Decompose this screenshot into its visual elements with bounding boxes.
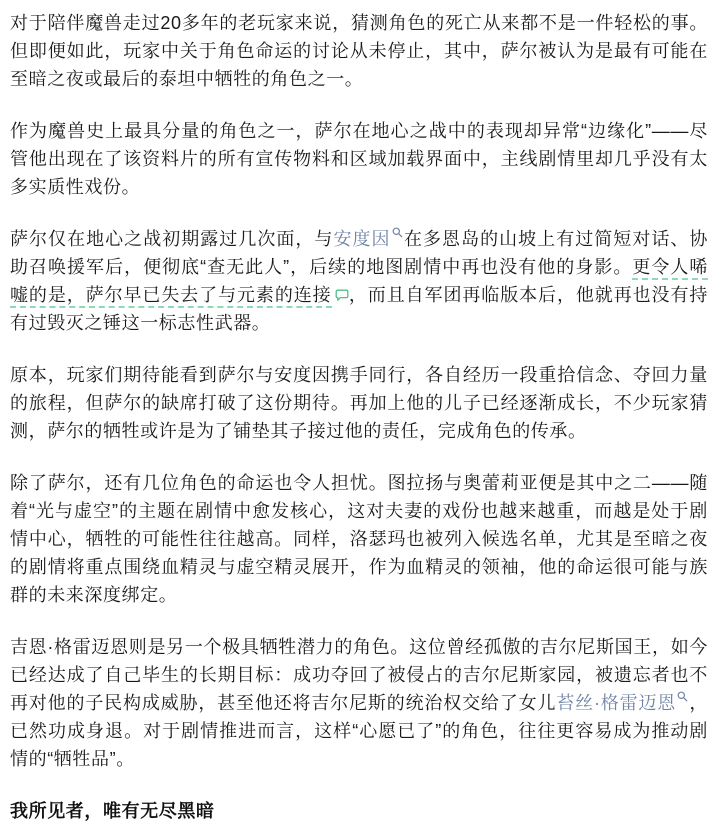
paragraph [10,469,708,609]
text-segment: 原本，玩家们期待能看到萨尔与安度因携手同行，各自经历一段重拾信念、夺回力量的旅程，但萨尔的缺席打破了这份期待。再加上他的儿子已经逐渐成长，不少玩家猜测，萨尔的牺牲或许是为了铺垫其子接过他的责任，完成角色的传承。 [10,365,708,441]
comment-icon[interactable] [335,289,349,302]
paragraph [10,633,708,773]
search-icon[interactable] [392,227,403,238]
text-segment: 作为魔兽史上最具分量的角色之一，萨尔在地心之战中的表现却异常“边缘化”——尽管他出现在了该资料片的所有宣传物料和区域加载界面中，主线剧情里却几乎没有太多实质性戏份。 [10,121,708,197]
annotated-phrase[interactable]: 更令人唏嘘的是，萨尔早已失去了与元素的连接 [10,257,708,308]
term-link[interactable]: 安度因 [333,229,391,249]
paragraph [10,9,708,93]
text-segment: 萨尔仅在地心之战初期露过几次面，与 [10,229,334,249]
paragraph [10,117,708,201]
text-segment: 吉恩·格雷迈恩则是另一个极具牺牲潜力的角色。这位曾经孤傲的吉尔尼斯国王，如今已经达成了自己毕生的长期目标：成功夺回了被侵占的吉尔尼斯家园，被遗忘者也不再对他的子民构成威胁，甚至他还将吉尔尼斯的统治权交给了女儿 [10,637,708,713]
text-segment: 除了萨尔，还有几位角色的命运也令人担忧。图拉扬与奥蕾莉亚便是其中之二——随着“光与虚空”的主题在剧情中愈发核心，这对夫妻的戏份也越来越重，而越是处于剧情中心，牺牲的可能性往往越高。同样，洛瑟玛也被列入候选名单，尤其是至暗之夜的剧情将重点围绕血精灵与虚空精灵展开，作为血精灵的领袖，他的命运很可能与族群的未来深度绑定。 [10,473,708,605]
text-segment: 在多恩岛的山坡上有过简短对话、协助召唤援军后，便彻底“查无此人”，后续的地图剧情中再也没有他的身影。 [10,229,708,277]
text-segment: ，而且自军团再临版本后，他就再也没有持有过毁灭之锤这一标志性武器。 [10,285,708,333]
text-segment: 对于陪伴魔兽走过20多年的老玩家来说，猜测角色的死亡从来都不是一件轻松的事。但即便如此，玩家中关于角色命运的讨论从未停止，其中，萨尔被认为是最有可能在至暗之夜或最后的泰坦中牺牲的角色之一。 [10,13,708,89]
term-link[interactable]: 苔丝·格雷迈恩 [556,693,677,713]
text-segment: ，已然功成身退。对于剧情推进而言，这样“心愿已了”的角色，往往更容易成为推动剧情的“牺牲品”。 [10,693,708,769]
search-icon[interactable] [677,691,688,702]
paragraph [10,361,708,445]
paragraph [10,225,708,337]
closing-line: 我所见者，唯有无尽黑暗 [10,801,215,821]
